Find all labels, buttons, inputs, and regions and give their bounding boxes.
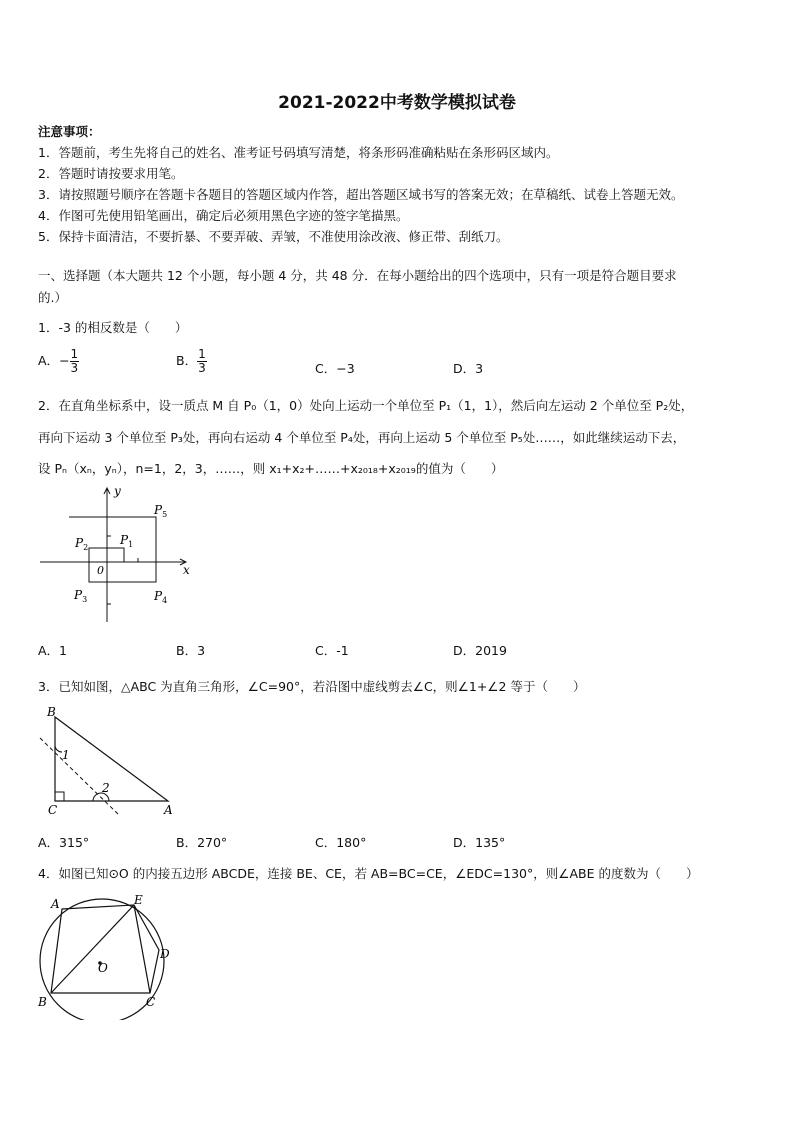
vertex-b-label: B — [47, 705, 56, 719]
p5-letter: P — [154, 503, 163, 517]
p1-subscript: 1 — [128, 540, 134, 549]
section-header-line1: 一、选择题（本大题共 12 个小题，每小题 4 分，共 48 分．在每小题给出的四个选项中，只有一项是符合题目要求 — [38, 268, 677, 283]
q1-option-b — [176, 348, 207, 375]
q1-option-a-sign: − — [59, 353, 70, 368]
pentagon-abcde — [51, 905, 159, 993]
p4-letter: P — [154, 589, 163, 603]
q3-stem: 3．已知如图，△ABC 为直角三角形，∠C=90°，若沿图中虚线剪去∠C，则∠1+∠2 等于（ ） — [38, 679, 586, 694]
angle-1-arc — [55, 746, 62, 752]
p3-letter: P — [74, 588, 83, 602]
p2-letter: P — [75, 536, 84, 550]
section-header-line2: 的.） — [38, 290, 67, 305]
q2-stem-line1: 2．在直角坐标系中，设一质点 M 自 P₀（1，0）处向上运动一个单位至 P₁（1，1），然后向左运动 2 个单位至 P₂处， — [38, 398, 694, 413]
page-title: 2021-2022中考数学模拟试卷 — [278, 93, 516, 113]
right-angle-mark — [55, 792, 64, 801]
notice-heading: 注意事项： — [38, 124, 101, 139]
p3-label — [73, 588, 87, 604]
q2-stem-line2: 再向下运动 3 个单位至 P₃处，再向右运动 4 个单位至 P₄处，再向上运动 5 个单位至 P₅处……，如此继续运动下去， — [38, 430, 686, 445]
origin-label: 0 — [97, 564, 104, 577]
notice-item-3: 3．请按照题号顺序在答题卡各题目的答题区域内作答，超出答题区域书写的答案无效；在草稿纸、试卷上答题无效。 — [38, 187, 684, 202]
notice-item-4: 4．作图可先使用铅笔画出，确定后必须用黑色字迹的签字笔描黑。 — [38, 208, 409, 223]
q1-option-a-denominator: 3 — [70, 361, 79, 375]
q3-option-b: B．270° — [176, 835, 228, 850]
vertex-c-label: C — [146, 995, 156, 1009]
q4-circle-figure — [32, 890, 180, 1020]
p5-label — [153, 503, 167, 519]
vertex-a-label: A — [164, 803, 173, 817]
notice-item-5: 5．保持卡面清洁，不要折暴、不要弄破、弄皱，不准使用涂改液、修正带、刮纸刀。 — [38, 229, 509, 244]
p2-label — [74, 536, 88, 552]
notice-item-2: 2．答题时请按要求用笔。 — [38, 166, 184, 181]
q3-option-d: D．135° — [453, 835, 506, 850]
q1-option-c: C．−3 — [315, 361, 355, 376]
q1-option-a — [38, 348, 79, 375]
p1-label — [119, 533, 133, 549]
triangle-abc — [55, 717, 168, 801]
q1-option-a-fraction — [70, 348, 80, 375]
q4-stem: 4．如图已知⊙O 的内接五边形 ABCDE，连接 BE、CE，若 AB=BC=CE，∠EDC=130°，则∠ABE 的度数为（ ） — [38, 866, 699, 881]
q1-option-b-denominator: 3 — [198, 361, 206, 375]
q2-stem-line3: 设 Pₙ（xₙ，yₙ），n=1，2，3，……，则 x₁+x₂+……+x₂₀₁₈+x₂₀₁₉的值为（ ） — [38, 461, 504, 476]
vertex-b-label: B — [38, 995, 47, 1009]
center-o-label: O — [98, 961, 108, 975]
segment-be — [51, 905, 134, 993]
p1-letter: P — [120, 533, 129, 547]
angle-1-label: 1 — [62, 748, 70, 762]
q2-coordinate-figure — [38, 484, 198, 624]
p2-subscript: 2 — [83, 543, 89, 552]
angle-2-label: 2 — [102, 781, 110, 795]
q3-option-c: C．180° — [315, 835, 367, 850]
p5-subscript: 5 — [162, 510, 168, 519]
q2-option-d: D．2019 — [453, 643, 507, 658]
q1-option-b-label: B． — [176, 353, 198, 368]
p4-label — [153, 589, 167, 605]
q2-option-a: A．1 — [38, 643, 68, 658]
q1-option-a-label: A． — [38, 353, 60, 368]
q1-option-b-numerator: 1 — [198, 347, 206, 361]
q1-option-a-numerator: 1 — [70, 347, 79, 361]
x-axis-label: x — [183, 563, 190, 577]
q3-triangle-figure — [38, 702, 188, 820]
y-axis-label: y — [114, 484, 121, 498]
vertex-c-label: C — [48, 803, 58, 817]
p3-subscript: 3 — [82, 595, 88, 604]
q2-option-c: C．-1 — [315, 643, 349, 658]
q1-option-b-fraction — [197, 348, 207, 375]
q1-stem: 1．-3 的相反数是（ ） — [38, 320, 188, 335]
vertex-e-label: E — [134, 893, 143, 907]
notice-item-1: 1．答题前，考生先将自己的姓名、准考证号码填写清楚，将条形码准确粘贴在条形码区域内。 — [38, 145, 559, 160]
vertex-a-label: A — [51, 897, 60, 911]
q1-option-d: D．3 — [453, 361, 484, 376]
p4-subscript: 4 — [162, 596, 168, 605]
vertex-d-label: D — [160, 947, 170, 961]
q2-option-b: B．3 — [176, 643, 206, 658]
q3-option-a: A．315° — [38, 835, 90, 850]
